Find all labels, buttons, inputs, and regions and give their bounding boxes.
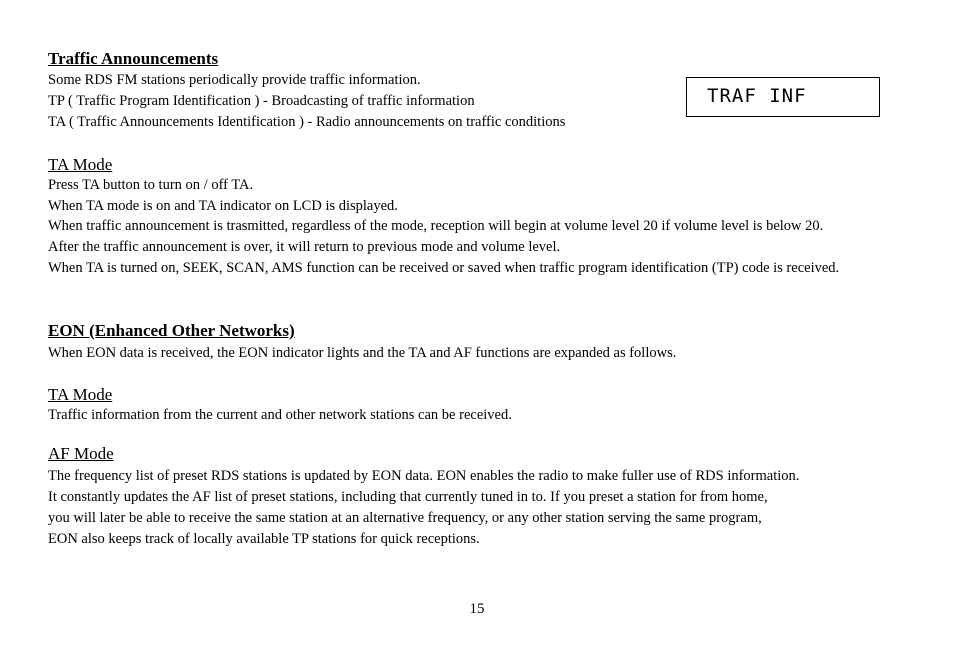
ta-mode-heading: TA Mode xyxy=(48,155,113,174)
lcd-display xyxy=(686,77,880,117)
traffic-line-3: TA ( Traffic Announcements Identification ) - Radio announcements on traffic conditions xyxy=(48,114,566,130)
af-mode-line-2: It constantly updates the AF list of preset stations, including that currently tuned in to. If you preset a station for from home, xyxy=(48,489,768,505)
eon-heading: EON (Enhanced Other Networks) xyxy=(48,321,295,340)
page-number: 15 xyxy=(469,601,485,617)
eon-line-1: When EON data is received, the EON indicator lights and the TA and AF functions are expanded as follows. xyxy=(48,345,677,361)
ta-mode-line-2: When TA mode is on and TA indicator on LCD is displayed. xyxy=(48,198,398,214)
ta-mode-line-3: When traffic announcement is trasmitted, regardless of the mode, reception will begin at volume level 20 if volume level is below 20. xyxy=(48,218,824,234)
eon-ta-mode-heading: TA Mode xyxy=(48,385,113,404)
eon-ta-mode-line-1: Traffic information from the current and other network stations can be received. xyxy=(48,407,512,423)
af-mode-line-4: EON also keeps track of locally available TP stations for quick receptions. xyxy=(48,531,480,547)
af-mode-line-3: you will later be able to receive the same station at an alternative frequency, or any other station serving the same program, xyxy=(48,510,762,526)
traffic-line-2: TP ( Traffic Program Identification ) - Broadcasting of traffic information xyxy=(48,93,475,109)
ta-mode-line-1: Press TA button to turn on / off TA. xyxy=(48,177,254,193)
traffic-line-1: Some RDS FM stations periodically provide traffic information. xyxy=(48,72,421,88)
af-mode-heading: AF Mode xyxy=(48,444,114,463)
af-mode-line-1: The frequency list of preset RDS stations is updated by EON data. EON enables the radio to make fuller use of RDS information. xyxy=(48,468,800,484)
ta-mode-line-4: After the traffic announcement is over, it will return to previous mode and volume level. xyxy=(48,239,561,255)
traffic-announcements-heading: Traffic Announcements xyxy=(48,49,219,68)
lcd-display-text: TRAF INF xyxy=(707,85,807,107)
ta-mode-paragraph: When TA is turned on, SEEK, SCAN, AMS function can be received or saved when traffic program identification (TP) code is received. xyxy=(48,260,840,276)
